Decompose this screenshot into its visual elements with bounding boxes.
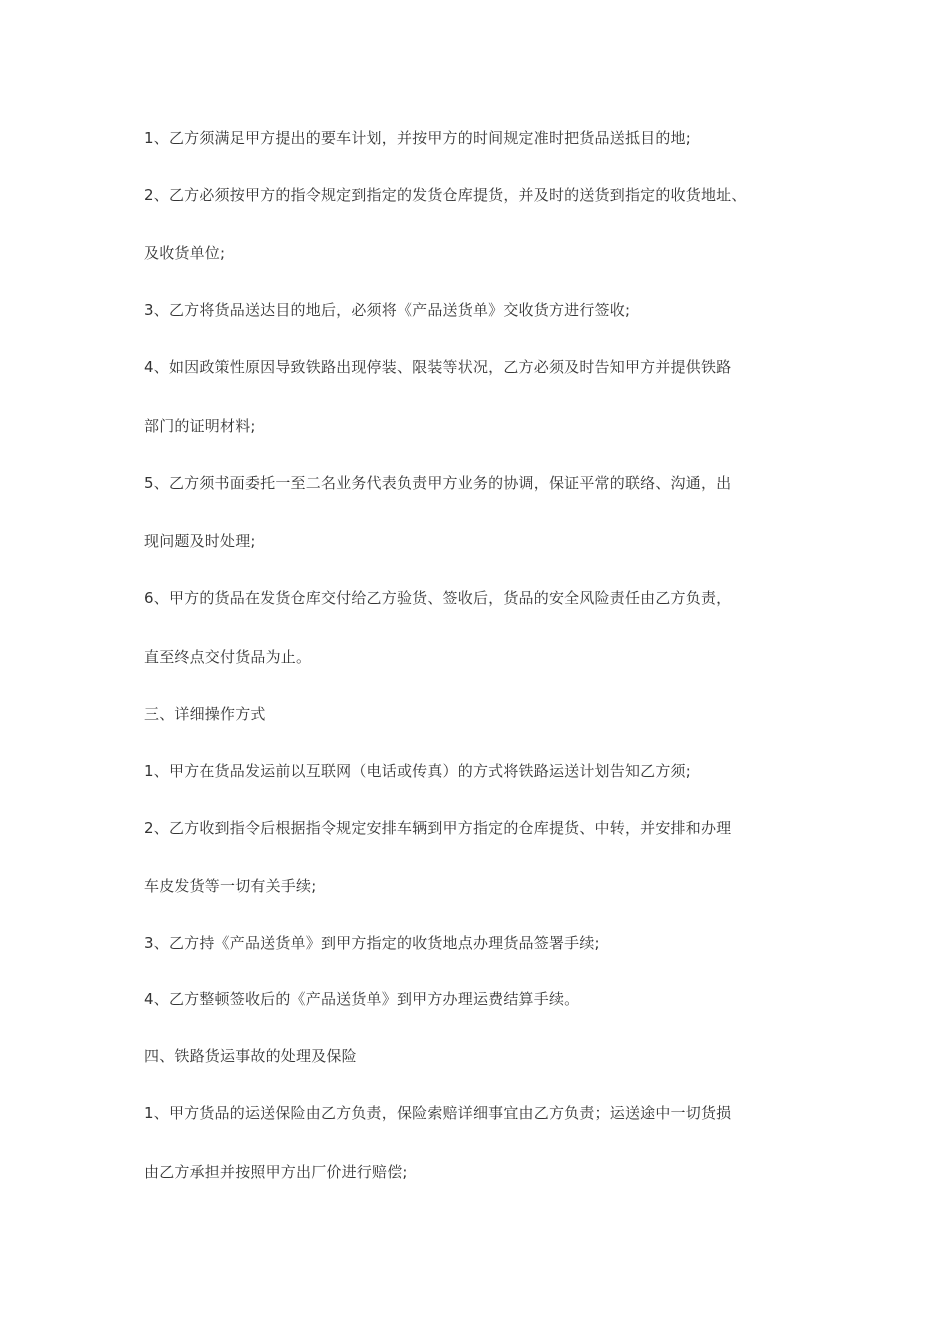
clause-line: 由乙方承担并按照甲方出厂价进行赔偿;	[144, 1163, 408, 1181]
clause-line: 2、乙方必须按甲方的指令规定到指定的发货仓库提货，并及时的送货到指定的收货地址、	[144, 186, 747, 204]
clause-line: 6、甲方的货品在发货仓库交付给乙方验货、签收后，货品的安全风险责任由乙方负责，	[144, 589, 732, 607]
clause-line: 部门的证明材料;	[144, 417, 256, 435]
section-heading: 三、详细操作方式	[144, 705, 266, 723]
clause-line: 2、乙方收到指令后根据指令规定安排车辆到甲方指定的仓库提货、中转，并安排和办理	[144, 819, 732, 837]
clause-line: 1、甲方在货品发运前以互联网（电话或传真）的方式将铁路运送计划告知乙方须;	[144, 762, 692, 780]
clause-line: 现问题及时处理;	[144, 532, 256, 550]
clause-line: 4、乙方整顿签收后的《产品送货单》到甲方办理运费结算手续。	[144, 990, 580, 1008]
clause-line: 5、乙方须书面委托一至二名业务代表负责甲方业务的协调，保证平常的联络、沟通，出	[144, 474, 732, 492]
clause-line: 及收货单位;	[144, 244, 226, 262]
clause-line: 3、乙方将货品送达目的地后，必须将《产品送货单》交收货方进行签收;	[144, 301, 631, 319]
clause-line: 4、如因政策性原因导致铁路出现停装、限装等状况，乙方必须及时告知甲方并提供铁路	[144, 358, 732, 376]
clause-line: 3、乙方持《产品送货单》到甲方指定的收货地点办理货品签署手续;	[144, 934, 600, 952]
clause-line: 直至终点交付货品为止。	[144, 648, 312, 666]
clause-line: 车皮发货等一切有关手续;	[144, 877, 317, 895]
clause-line: 1、乙方须满足甲方提出的要车计划，并按甲方的时间规定准时把货品送抵目的地;	[144, 129, 692, 147]
clause-line: 1、甲方货品的运送保险由乙方负责，保险索赔详细事宜由乙方负责；运送途中一切货损	[144, 1104, 732, 1122]
section-heading: 四、铁路货运事故的处理及保险	[144, 1047, 357, 1065]
